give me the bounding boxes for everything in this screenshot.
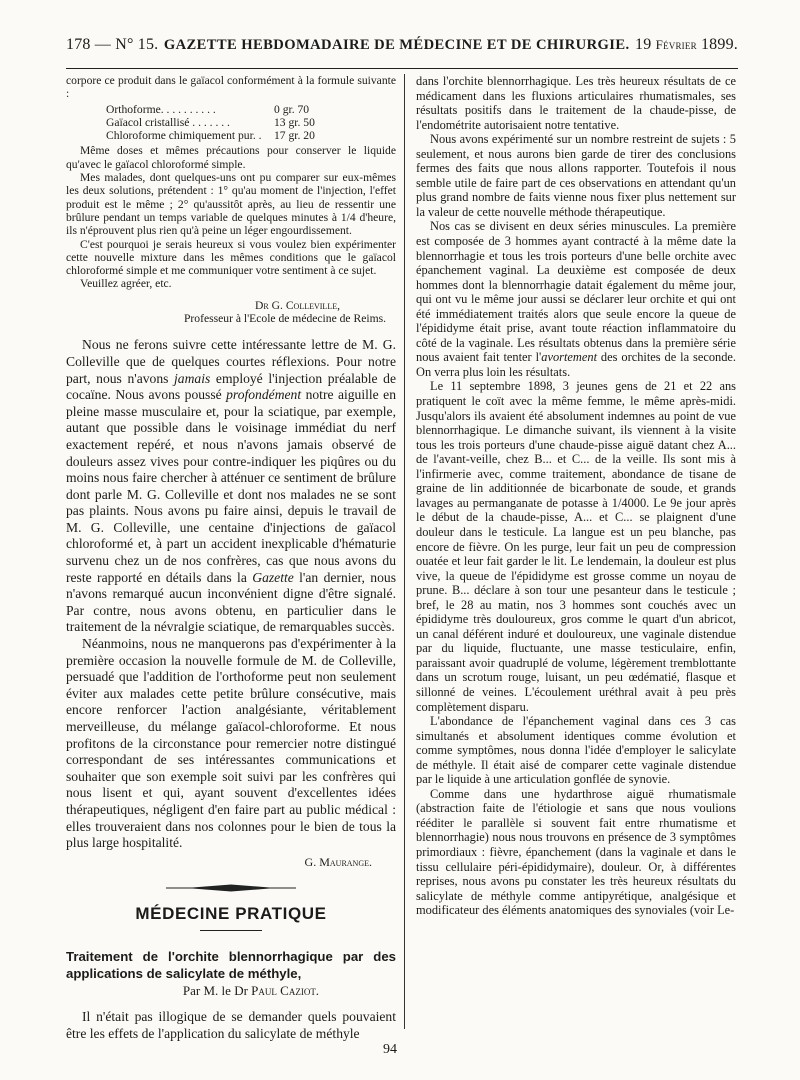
issue-date bbox=[635, 36, 738, 54]
byline bbox=[106, 983, 396, 999]
ornament-rule bbox=[166, 884, 296, 892]
article-title: Traitement de l'orchite blennorrhagique par des applications de salicylate de méthyle, bbox=[66, 949, 396, 981]
text-run: notre aiguille en pleine masse musculaire et, pour la sciatique, par exemple, autant que possible dans le voisinage immédiat du nerf exactement repéré, et nous n'avons jamais observé de douleurs assez vives pour contre-indiquer les piqûres ou du moins nous faire chercher à atténuer ce sentiment de brûlure dont parle M. G. Colleville et dont nos malades ne se sont pas plaints. Nous avons pu faire ainsi, depuis le travail de M. G. Colleville, une centaine d'injections de gaïacol chloroformé et, à part un accident inexplicable d'hématurie survenu chez un de nos confrères, cas que nous avons du reste rapporté en détails dans la bbox=[66, 387, 396, 585]
article-paragraph: Nous avons expérimenté sur un nombre restreint de sujets : 5 seulement, et nous aurons bien garde de tirer des conclusions fermes des faits que nous allons rapporter. Toutefois il nous semble utile de faire part de ces observations en attendant qu'un plus grand nombre de faits vienne nous fixer plus nettement sur la valeur de cette nouvelle méthode thérapeutique. bbox=[416, 132, 736, 219]
commentary-paragraph bbox=[66, 337, 396, 636]
emphasis: Gazette bbox=[252, 569, 294, 585]
text-run: des orchites de la seconde. On verra plus loin les résultats. bbox=[416, 350, 736, 379]
recipe-list bbox=[106, 103, 396, 143]
letter-signature bbox=[66, 299, 396, 326]
page-number: 178 — N° 15. bbox=[66, 36, 159, 53]
right-column bbox=[416, 74, 736, 918]
date-day: 19 bbox=[635, 36, 652, 53]
byline-prefix: Par M. le Dr bbox=[182, 983, 252, 999]
article-paragraph bbox=[416, 219, 736, 379]
article-paragraph: Il n'était pas illogique de se demander quels pouvaient être les effets de l'application du salicylate de méthyle bbox=[66, 1009, 396, 1041]
article-paragraph: Le 11 septembre 1898, 3 jeunes gens de 21 et 22 ans pratiquent le coït avec la même femme, le même après-midi. Jusqu'alors ils avaient été absolument indemnes au point de vue blennorrhagique. Le dimanche suivant, ils viennent à la visite tous les trois porteurs d'une chaude-pisse aiguë datant chez A... de l'avant-veille, chez B... et C... de la veille. Ils sont mis à l'infirmerie avec, comme traitement, abondance de tisane de graine de lin additionnée de bicarbonate de soude, et grands lavages au permanganate de potasse à 1/4000. Le 9e jour après le début de la chaude-pisse, A... et C... se plaignent d'une douleur dans le testicule. La langue est un peu blanche, pas encore de fièvre. On les purge, leur fait un peu de compression ouatée et leur fait garder le lit. Le lendemain, la douleur est plus vive, la queue de l'épididyme est grosse comme un noyau de prune. B... déclare à son tour une pesanteur dans le testicule ; bref, le 28 au matin, nos 3 hommes sont couchés avec un épididyme très douloureux, gros comme le quart d'un abricot, un canal déférent induré et douloureux, une vaginale distendue par du liquide, fluctuante, une masse testiculaire, enfin, paraissant avoir quadruplé de volume, légèrement tremblottante dans un scrotum rouge, luisant, un peu œdématié, flasque et sillonné de veines. L'écoulement uréthral avait à peu près complètement disparu. bbox=[416, 379, 736, 714]
recipe-quantity: 17 gr. 20 bbox=[274, 129, 315, 143]
commentary-paragraph: Néanmoins, nous ne manquerons pas d'expérimenter à la première occasion la nouvelle formule de M. de Colleville, persuadé que l'addition de l'orthoforme peut non seulement éviter aux malades cette petite brûlure consécutive, mais encore renforcer l'action analgésiante, véritablement merveilleuse, du mélange gaïacol-chloroforme. Et nous profitons de la circonstance pour remercier notre distingué correspondant de ses intéressantes communications et souhaiter que son exemple soit suivi par les confrères qui nous lisent et qui, ayant souvent d'excellentes idées thérapeutiques, négligent d'en faire part au public médical : elles trouveraient dans nos colonnes pour le bien de tous la plus large hospitalité. bbox=[66, 636, 396, 851]
running-header bbox=[66, 36, 738, 64]
header-rule bbox=[66, 68, 738, 69]
text-run: employé l'injection préalable de cocaïne. Nous avons poussé bbox=[66, 370, 396, 403]
text-run: Nos cas se divisent en deux séries minuscules. La première est composée de 3 hommes ayant contracté à la même date la blennorrhagie et tous les trois porteurs d'une belle orchite avec épanchement vaginal. La deuxième est composée de deux hommes dont la blennorrhagie datait également du même jour, qui ont vu le même jour aussi se déclarer leur orchite et qui ont été immédiatement traités alors que seule encore la queue de l'épididyme était prise, avant toute réaction inflammatoire du côté de la vaginale. Les résultats obtenus dans la première série nous avaient fait tenter l' bbox=[416, 219, 736, 365]
recipe-quantity: 13 gr. 50 bbox=[274, 115, 315, 129]
article-paragraph: dans l'orchite blennorrhagique. Les très heureux résultats de ce médicament dans les fluxions articulaires rhumatismales, ses résultats positifs dans le traitement de la chaude-pisse, de l'endométrite autorisaient notre tentative. bbox=[416, 74, 736, 132]
text-run: l'an dernier, nous n'avons remarqué aucun inconvénient digne d'être signalé. Par contre, nous avons obtenu, en particulier dans le traitement de la névralgie sciatique, de remarquables succès. bbox=[66, 569, 396, 635]
text-run: Nous ne ferons suivre cette intéressante lettre de M. G. Colleville que de quelques courtes réflexions. Pour notre part, nous n'avons bbox=[66, 337, 396, 386]
letter-paragraph: Mes malades, dont quelques-uns ont pu comparer sur eux-mêmes les deux solutions, prétendent : 1° qu'au moment de l'injection, l'effet produit est le même ; 2° qu'aussitôt après, au lieu de ressentir une brûlure pendant un temps variable de quelques minutes à 1/4 d'heure, ils n'éprouvent plus rien qu'à peine un léger engourdissement. bbox=[66, 171, 396, 238]
letter-closing: Veuillez agréer, etc. bbox=[80, 277, 172, 291]
date-year: 1899. bbox=[700, 36, 738, 53]
commentary bbox=[66, 337, 396, 870]
page-folio: 94 bbox=[383, 1042, 397, 1057]
recipe-ingredient: Chloroforme chimiquement pur. . bbox=[106, 129, 262, 143]
commentary-signature: G. Maurange. bbox=[304, 854, 372, 869]
column-divider bbox=[404, 74, 405, 1029]
letter-paragraph: Même doses et mêmes précautions pour conserver le liquide qu'avec le gaïacol chloroformé simple. bbox=[66, 144, 396, 171]
letter bbox=[66, 74, 396, 325]
emphasis: avortement bbox=[541, 350, 598, 365]
date-month: Février bbox=[655, 37, 697, 52]
letter-intro: corpore ce produit dans le gaïacol conformément à la formule suivante : bbox=[66, 74, 396, 101]
recipe-quantity: 0 gr. 70 bbox=[274, 102, 310, 116]
recipe-ingredient: Orthoforme. . . . . . . . . . bbox=[106, 102, 216, 116]
recipe-row bbox=[106, 103, 396, 116]
article-paragraph: Comme dans une hydarthrose aiguë rhumatismale (abstraction faite de l'étiologie et sans que nous voulions rééditer le parallèle si souvent fait entre rhumatisme et blennorrhagie) nous nous trouvons en présence de 3 symptômes primordiaux : fièvre, épanchement (dans la vaginale et dans le tissu cellulaire péri-épididymaire), douleur. Or, à différentes reprises, nous avons pu constater les très heureux résultats du salicylate de méthyle comme antipyrétique, analgésique et modificateur des éléments anatomiques des synoviales (voir Le- bbox=[416, 786, 736, 918]
signature-title: Professeur à l'Ecole de médecine de Reims. bbox=[183, 312, 386, 326]
recipe-row bbox=[106, 116, 396, 129]
journal-title: GAZETTE HEBDOMADAIRE DE MÉDECINE ET DE CHIRURGIE. bbox=[163, 37, 630, 53]
signature-name: Dr G. Colleville, bbox=[255, 298, 340, 312]
emphasis: profondément bbox=[226, 387, 302, 403]
article-paragraph: L'abondance de l'épanchement vaginal dans ces 3 cas simultanés et absolument identiques comme évolution et comme symptômes, nous donna l'idée d'employer le salicylate de méthyle. Il était aisé de comparer cette vaginale distendue par le liquide à une articulation gonflée de synovie. bbox=[416, 714, 736, 787]
recipe-row bbox=[106, 129, 396, 142]
author-name: Paul Caziot. bbox=[251, 983, 320, 999]
left-column bbox=[66, 74, 396, 1043]
emphasis: jamais bbox=[174, 370, 211, 386]
section-rule bbox=[200, 930, 262, 931]
recipe-ingredient: Gaïacol cristallisé . . . . . . . bbox=[106, 115, 230, 129]
section-title: MÉDECINE PRATIQUE bbox=[135, 904, 327, 924]
letter-paragraph: C'est pourquoi je serais heureux si vous voulez bien expérimenter cette nouvelle mixture dans les mêmes conditions que le gaïacol chloroformé simple et me communiquer votre sentiment à ce sujet. bbox=[66, 237, 396, 278]
article-start bbox=[66, 1009, 396, 1042]
